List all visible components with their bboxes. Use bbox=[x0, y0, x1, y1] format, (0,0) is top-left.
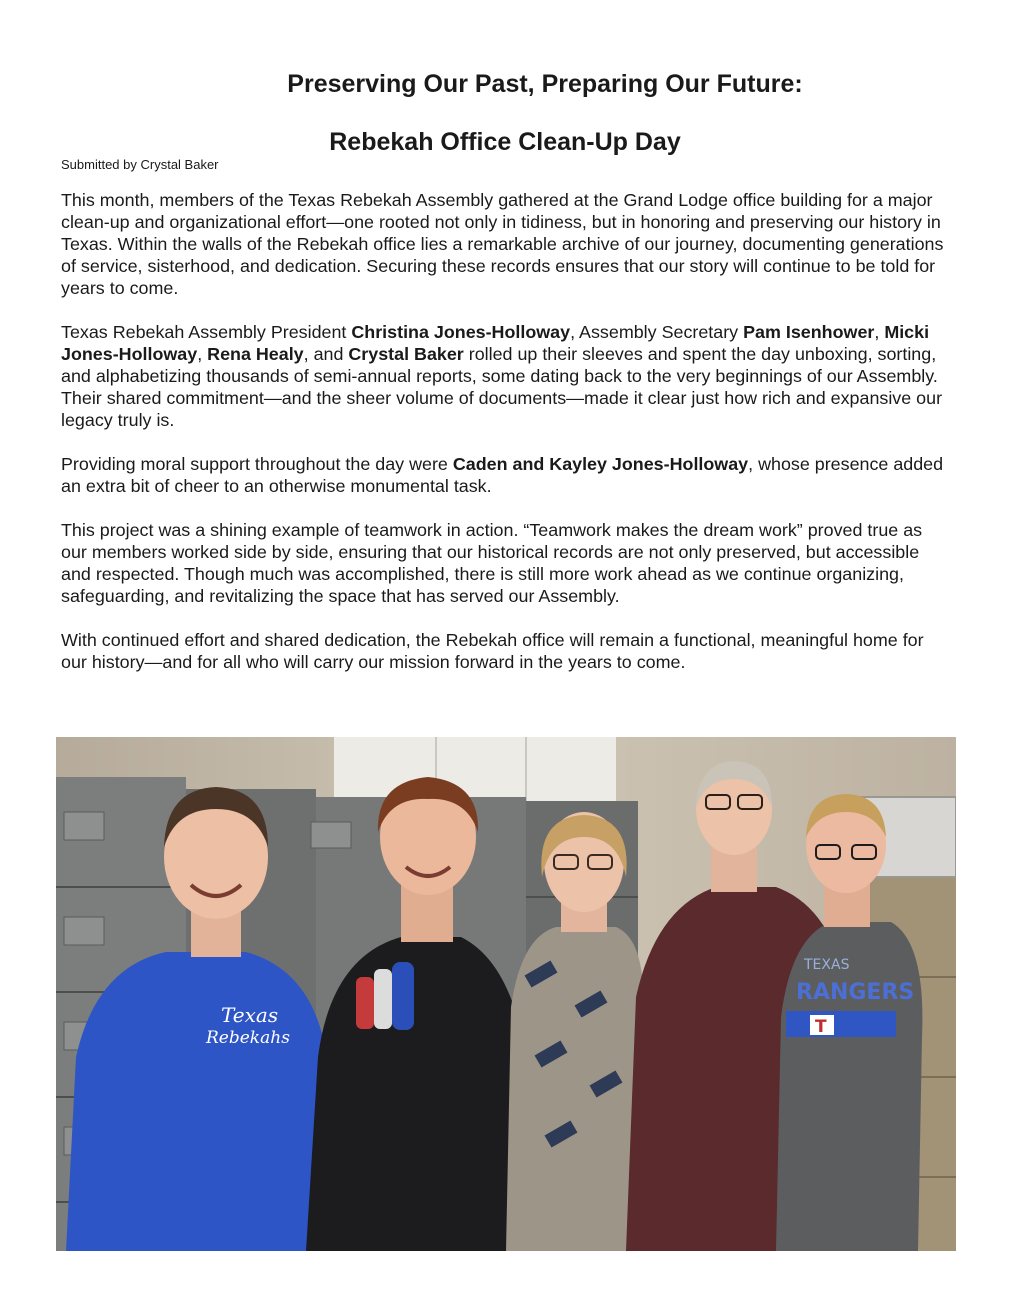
article-body bbox=[61, 189, 951, 695]
name-rena: Rena Healy bbox=[207, 344, 304, 364]
svg-text:Texas: Texas bbox=[221, 1003, 279, 1027]
byline: Submitted by Crystal Baker bbox=[61, 157, 219, 172]
name-christina: Christina Jones-Holloway bbox=[351, 322, 571, 342]
paragraph-4: This project was a shining example of teamwork in action. “Teamwork makes the dream work” proved true as our members worked side by side, ensuring that our historical records are not only preserved, but accessible and respected. Though much was accomplished, there is still more work ahead as we continue organizing, safeguarding, and revitalizing the space that has served our Assembly. bbox=[61, 520, 923, 606]
group-photo-illustration bbox=[56, 737, 956, 1251]
svg-text:RANGERS: RANGERS bbox=[796, 980, 915, 1005]
article-title-line-1: Preserving Our Past, Preparing Our Future: bbox=[287, 70, 803, 98]
paragraph-5: With continued effort and shared dedication, the Rebekah office will remain a functional, meaningful home for our history—and for all who will carry our mission forward in the years to come. bbox=[61, 630, 924, 672]
paragraph-3: Providing moral support throughout the day were Caden and Kayley Jones-Holloway, whose presence added an extra bit of cheer to an otherwise monumental task. bbox=[61, 454, 944, 496]
paragraph-2: Texas Rebekah Assembly President Christina Jones-Holloway, Assembly Secretary Pam Isenhower, Micki Jones-Holloway, Rena Healy, and Crystal Baker rolled up their sleeves and spent the day unboxing, sorting, and alphabetizing thousands of semi-annual reports, some dating back to the very beginnings of our Assembly. Their shared commitment—and the sheer volume of documents—made it clear just how rich and expansive our legacy truly is. bbox=[61, 322, 943, 430]
svg-text:Rebekahs: Rebekahs bbox=[206, 1028, 290, 1048]
name-micki: Micki Jones-Holloway bbox=[61, 322, 930, 364]
paragraph-1: This month, members of the Texas Rebekah Assembly gathered at the Grand Lodge office building for a major clean-up and organizational effort—one rooted not only in tidiness, but in honoring and preserving our history in Texas. Within the walls of the Rebekah office lies a remarkable archive of our journey, documenting generations of service, sisterhood, and dedication. Securing these records ensures that our story will continue to be told for years to come. bbox=[61, 190, 944, 298]
name-crystal: Crystal Baker bbox=[348, 344, 464, 364]
article-title-line-2: Rebekah Office Clean-Up Day bbox=[329, 128, 681, 156]
name-pam: Pam Isenhower bbox=[743, 322, 875, 342]
svg-text:T: T bbox=[815, 1017, 827, 1037]
group-photo bbox=[56, 737, 956, 1251]
svg-text:TEXAS: TEXAS bbox=[804, 957, 850, 973]
name-caden-kayley: Caden and Kayley Jones-Holloway bbox=[452, 454, 749, 474]
